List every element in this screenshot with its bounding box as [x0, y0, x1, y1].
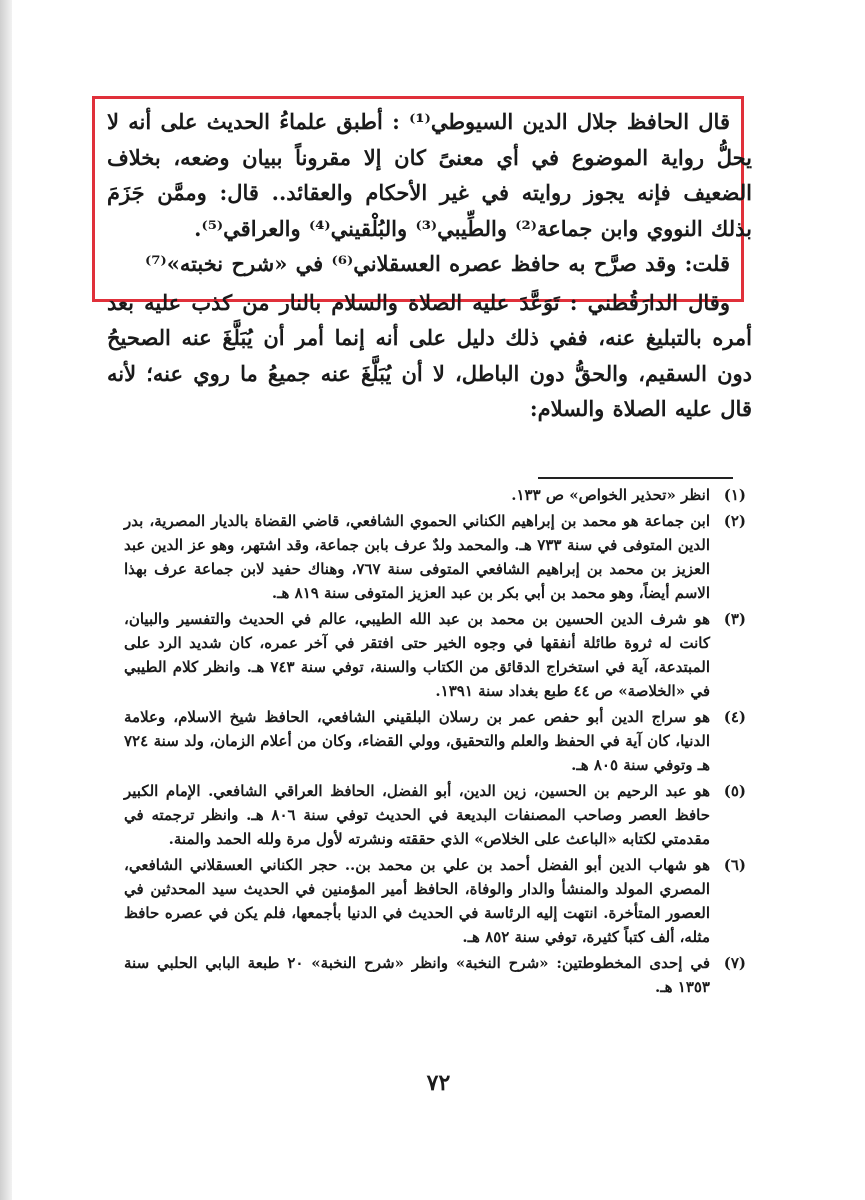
highlighted-paragraph: قال الحافظ جلال الدين السيوطي⁽¹⁾ : أطبق علماءُ الحديث على أنه لا يحلُّ رواية الموضوع في أي معنىً كان إلا مقروناً ببيان وضعه، بخلاف الضعيف فإنه يجوز روايته في غير الأحكام والعقائد.. قال: وممَّن جَزَمَ بذلك النووي وابن جماعة⁽²⁾ والطِّيبي⁽³⁾ والبُلْقيني⁽⁴⁾ والعراقي⁽⁵⁾. [107, 109, 752, 241]
following-paragraph: وقال الدارَقُطني : تَوَعَّدَ عليه الصلاة والسلام بالنار من كذب عليه بعد أمره بالتبليغ عنه، ففي ذلك دليل على أنه إنما أمر أن يُبَلَّغَ عنه الصحيحُ دون السقيم، والحقُّ دون الباطل، لا أن يُبَلَّغَ عنه جميعُ ما روي عنه؛ لأنه قال عليه الصلاة والسلام: [107, 289, 752, 421]
main-text-block [107, 104, 752, 427]
highlighted-note: قلت: وقد صرَّح به حافظ عصره العسقلاني⁽⁶⁾ في «شرح نخبته»⁽⁷⁾ [144, 251, 730, 276]
footnote-number: (٧) [723, 954, 746, 972]
footnote-number: (١) [723, 486, 746, 504]
footnote-text: انظر «تحذير الخواص» ص ١٣٣. [511, 486, 710, 504]
footnote-text: في إحدى المخطوطتين: «شرح النخبة» وانظر «شرح النخبة» ٢٠ طبعة البابي الحلبي سنة ١٣٥٣ هـ. [124, 954, 710, 996]
footnote-1 [124, 483, 746, 507]
footnote-6 [124, 853, 746, 949]
footnote-number: (٦) [723, 856, 746, 874]
footnote-3 [124, 607, 746, 703]
footnote-7 [124, 951, 746, 999]
book-page [12, 0, 865, 1200]
footnote-text: ابن جماعة هو محمد بن إبراهيم الكناني الحموي الشافعي، قاضي القضاة بالديار المصرية، بدر الدين المتوفى في سنة ٧٣٣ هـ. والمحمد ولدٌ عرف بابن جماعة، وقد اشتهر، وهو عز الدين عبد العزيز بن محمد بن إبراهيم الشافعي المتوفى سنة ٧٦٧، وهناك حفيد لابن جماعة عرف بهذا الاسم أيضاً، وهو محمد بن أبي بكر بن عبد العزيز المتوفى سنة ٨١٩ هـ. [124, 512, 711, 602]
footnote-number: (٢) [723, 512, 746, 530]
footnote-text: هو شرف الدين الحسين بن محمد بن عبد الله الطيبي، عالم في الحديث والتفسير والبيان، كانت له ثروة طائلة أنفقها في وجوه الخير حتى افتقر في آخر عمره، كان شديد الرد على المبتدعة، آية في استخراج الدقائق من الكتاب والسنة، توفي سنة ٧٤٣ هـ. وانظر كلام الطيبي في «الخلاصة» ص ٤٤ طبع بغداد سنة ١٣٩١. [124, 610, 710, 700]
footnote-text: هو عبد الرحيم بن الحسين، زين الدين، أبو الفضل، الحافظ العراقي الشافعي. الإمام الكبير حافظ العصر وصاحب المصنفات البديعة في الحديث توفي سنة ٨٠٦ هـ. وانظر ترجمته في مقدمتي لكتابه «الباعث على الخلاص» الذي حققته ونشرته لأول مرة ولله الحمد والمنة. [124, 782, 710, 848]
footnote-number: (٥) [723, 782, 746, 800]
page-left-shadow [0, 0, 12, 1200]
footnote-separator [538, 477, 733, 479]
footnotes-section [124, 483, 746, 1001]
footnote-number: (٣) [723, 610, 746, 628]
footnote-text: هو شهاب الدين أبو الفضل أحمد بن علي بن محمد بن.. حجر الكناني العسقلاني الشافعي، المصري المولد والمنشأ والدار والوفاة، الحافظ أمير المؤمنين في الحديث سيد المحدثين في العصور المتأخرة. انتهت إليه الرئاسة في الحديث في الدنيا بأجمعها، فلم يكن في عصره حافظ مثله، ألف كتباً كثيرة، توفي سنة ٨٥٢ هـ. [124, 856, 710, 946]
footnote-5 [124, 779, 746, 851]
footnote-4 [124, 705, 746, 777]
footnote-2 [124, 509, 746, 605]
footnote-number: (٤) [723, 708, 746, 726]
page-number: ٧٢ [426, 1070, 451, 1096]
footnote-text: هو سراج الدين أبو حفص عمر بن رسلان البلقيني الشافعي، الحافظ شيخ الاسلام، وعلامة الدنيا، كان آية في الحفظ والعلم والتحقيق، وولي القضاء، وكان من أعلام الزمان، ولد سنة ٧٢٤ هـ وتوفي سنة ٨٠٥ هـ. [124, 708, 710, 774]
